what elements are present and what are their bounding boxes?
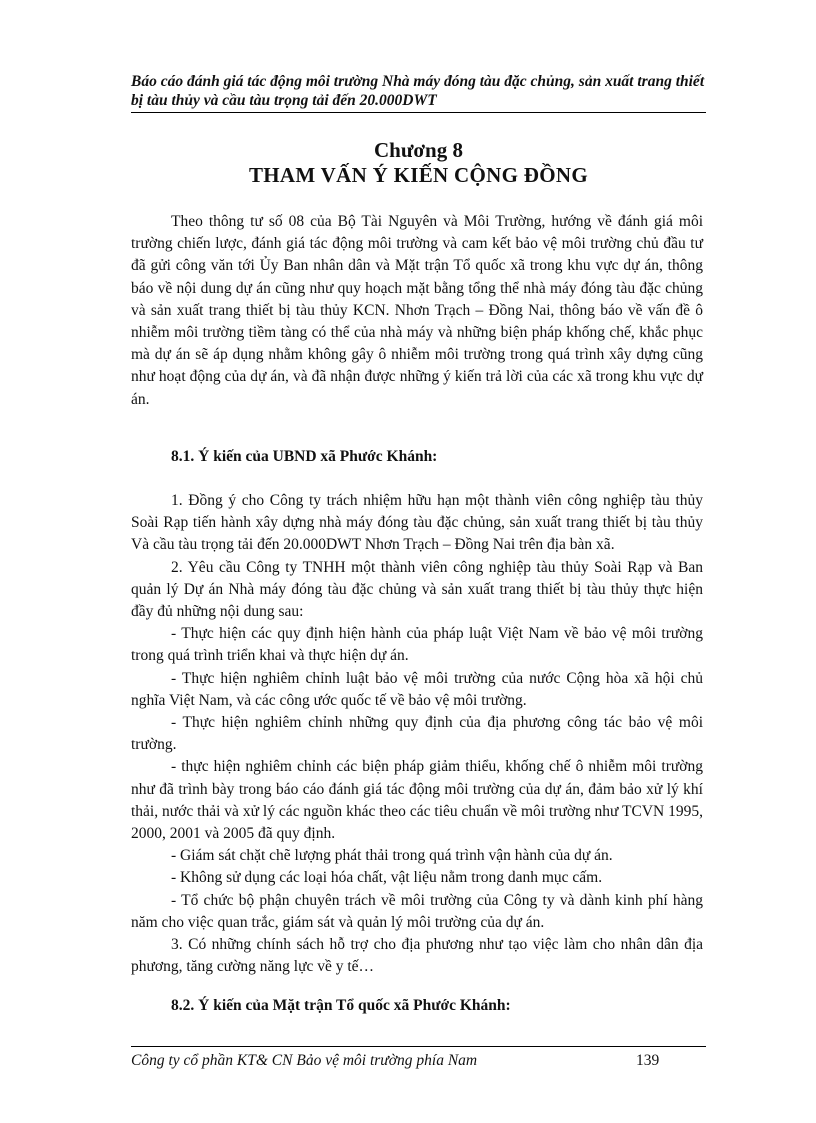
paragraph: 1. Đồng ý cho Công ty trách nhiệm hữu hạn một thành viên công nghiệp tàu thủy Soài Rạp tiến hành xây dựng nhà máy đóng tàu đặc chủng, sản xuất trang thiết bị tàu thủy Và cầu tàu trọng tải đến 20.000DWT Nhơn Trạch – Đồng Nai trên địa bàn xã.: [131, 492, 703, 554]
footer-company: Công ty cổ phần KT& CN Bảo vệ môi trường phía Nam: [131, 1052, 478, 1069]
intro-paragraph: Theo thông tư số 08 của Bộ Tài Nguyên và Môi Trường, hướng về đánh giá môi trường chiến lược, đánh giá tác động môi trường và cam kết bảo vệ môi trường chủ đầu tư đã gửi công văn tới Ủy Ban nhân dân và Mặt trận Tổ quốc xã trong khu vực dự án, thông báo về nội dung dự án cũng như quy hoạch mặt bằng tổng thể nhà máy đóng tàu đặc chủng và sản xuất trang thiết bị tàu thủy KCN. Nhơn Trạch – Đồng Nai, thông báo về vấn đề ô nhiễm môi trường tiềm tàng có thể của nhà máy và những biện pháp khống chế, khắc phục mà dự án sẽ áp dụng nhằm không gây ô nhiễm môi trường trong quá trình xây dựng cũng như hoạt động của dự án, và đã nhận được những ý kiến trả lời của các xã trong khu vực dự án.: [131, 213, 703, 408]
section-heading-8-2: 8.2. Ý kiến của Mặt trận Tổ quốc xã Phước Khánh:: [171, 997, 511, 1014]
page-number: 139: [636, 1052, 660, 1069]
paragraph: - Thực hiện các quy định hiện hành của pháp luật Việt Nam về bảo vệ môi trường trong quá trình triển khai và thực hiện dự án.: [131, 625, 703, 665]
header-divider: [131, 112, 706, 113]
paragraph: - thực hiện nghiêm chỉnh các biện pháp giảm thiểu, khống chế ô nhiễm môi trường như đã trình bày trong báo cáo đánh giá tác động môi trường của dự án, đảm bảo xử lý khí thải, nước thải và xử lý các nguồn khác theo các tiêu chuẩn về môi trường như TCVN 1995, 2000, 2001 và 2005 đã quy định.: [131, 758, 703, 843]
paragraph: - Thực hiện nghiêm chỉnh những quy định của địa phương công tác bảo vệ môi trường.: [131, 714, 703, 754]
footer-divider: [131, 1046, 706, 1047]
section-heading-8-1: 8.1. Ý kiến của UBND xã Phước Khánh:: [171, 448, 438, 465]
section-8-1-body: [131, 490, 703, 978]
paragraph: - Không sử dụng các loại hóa chất, vật liệu nằm trong danh mục cấm.: [171, 869, 603, 887]
running-header: Báo cáo đánh giá tác động môi trường Nhà máy đóng tàu đặc chủng, sản xuất trang thiết bị tàu thủy và cầu tàu trọng tải đến 20.000DWT: [131, 73, 705, 109]
intro-text: [131, 211, 703, 411]
paragraph: 2. Yêu cầu Công ty TNHH một thành viên công nghiệp tàu thủy Soài Rạp và Ban quản lý Dự án Nhà máy đóng tàu đặc chủng và sản xuất trang thiết bị tàu thủy thực hiện đầy đủ những nội dung sau:: [131, 558, 703, 621]
paragraph: 3. Có những chính sách hỗ trợ cho địa phương như tạo việc làm cho nhân dân địa phương, tăng cường năng lực về y tế…: [131, 936, 703, 976]
paragraph: - Thực hiện nghiêm chỉnh luật bảo vệ môi trường của nước Cộng hòa xã hội chủ nghĩa Việt Nam, và các công ước quốc tế về bảo vệ môi trường.: [131, 669, 703, 709]
chapter-number: Chương 8: [373, 138, 463, 162]
paragraph: - Tổ chức bộ phận chuyên trách về môi trường của Công ty và dành kinh phí hàng năm cho việc quan trắc, giám sát và quản lý môi trường của dự án.: [131, 891, 703, 931]
chapter-title: THAM VẤN Ý KIẾN CỘNG ĐỒNG: [248, 163, 589, 187]
paragraph: - Giám sát chặt chẽ lượng phát thải trong quá trình vận hành của dự án.: [171, 847, 613, 865]
